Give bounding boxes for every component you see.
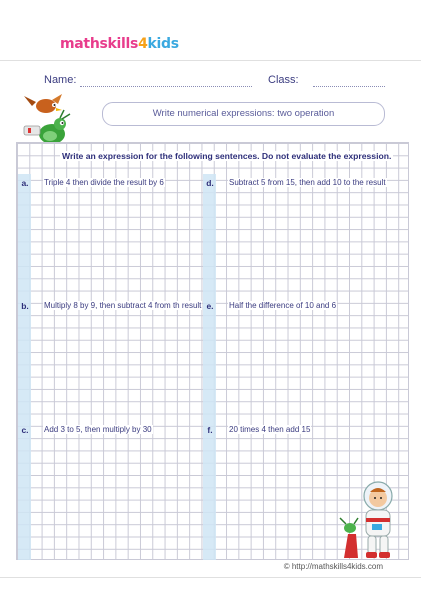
question-d-text: Subtract 5 from 15, then add 10 to the result [229, 178, 386, 187]
logo-text-1: mathskills [60, 36, 139, 52]
footer-divider [0, 577, 421, 578]
question-c-text: Add 3 to 5, then multiply by 30 [44, 425, 152, 434]
worksheet-title: Write numerical expressions: two operation [102, 102, 385, 126]
class-field-line[interactable] [313, 86, 385, 87]
question-b-text: Multiply 8 by 9, then subtract 4 from th result [44, 301, 202, 310]
name-label: Name: [44, 74, 77, 86]
column-left-margin [18, 174, 31, 560]
logo [60, 36, 179, 52]
astronaut-and-alien-icon [336, 478, 406, 560]
question-f-text: 20 times 4 then add 15 [229, 425, 311, 434]
footer-url[interactable]: © http://mathskills4kids.com [283, 562, 383, 571]
question-c-letter: c. [21, 425, 29, 435]
question-a-text: Triple 4 then divide the result by 6 [44, 178, 164, 187]
question-e-letter: e. [206, 301, 214, 311]
name-field-line[interactable] [80, 86, 252, 87]
question-f-letter: f. [207, 425, 213, 435]
logo-text-3: kids [147, 36, 179, 52]
class-label: Class: [268, 74, 299, 86]
question-e-text: Half the difference of 10 and 6 [229, 301, 337, 310]
header-divider [0, 60, 421, 61]
question-d-letter: d. [206, 178, 214, 188]
question-a-letter: a. [21, 178, 29, 188]
column-right-margin [203, 174, 216, 560]
question-b-letter: b. [21, 301, 29, 311]
instructions: Write an expression for the following sentences. Do not evaluate the expression. [62, 151, 392, 161]
logo-text-2: 4 [138, 36, 148, 52]
